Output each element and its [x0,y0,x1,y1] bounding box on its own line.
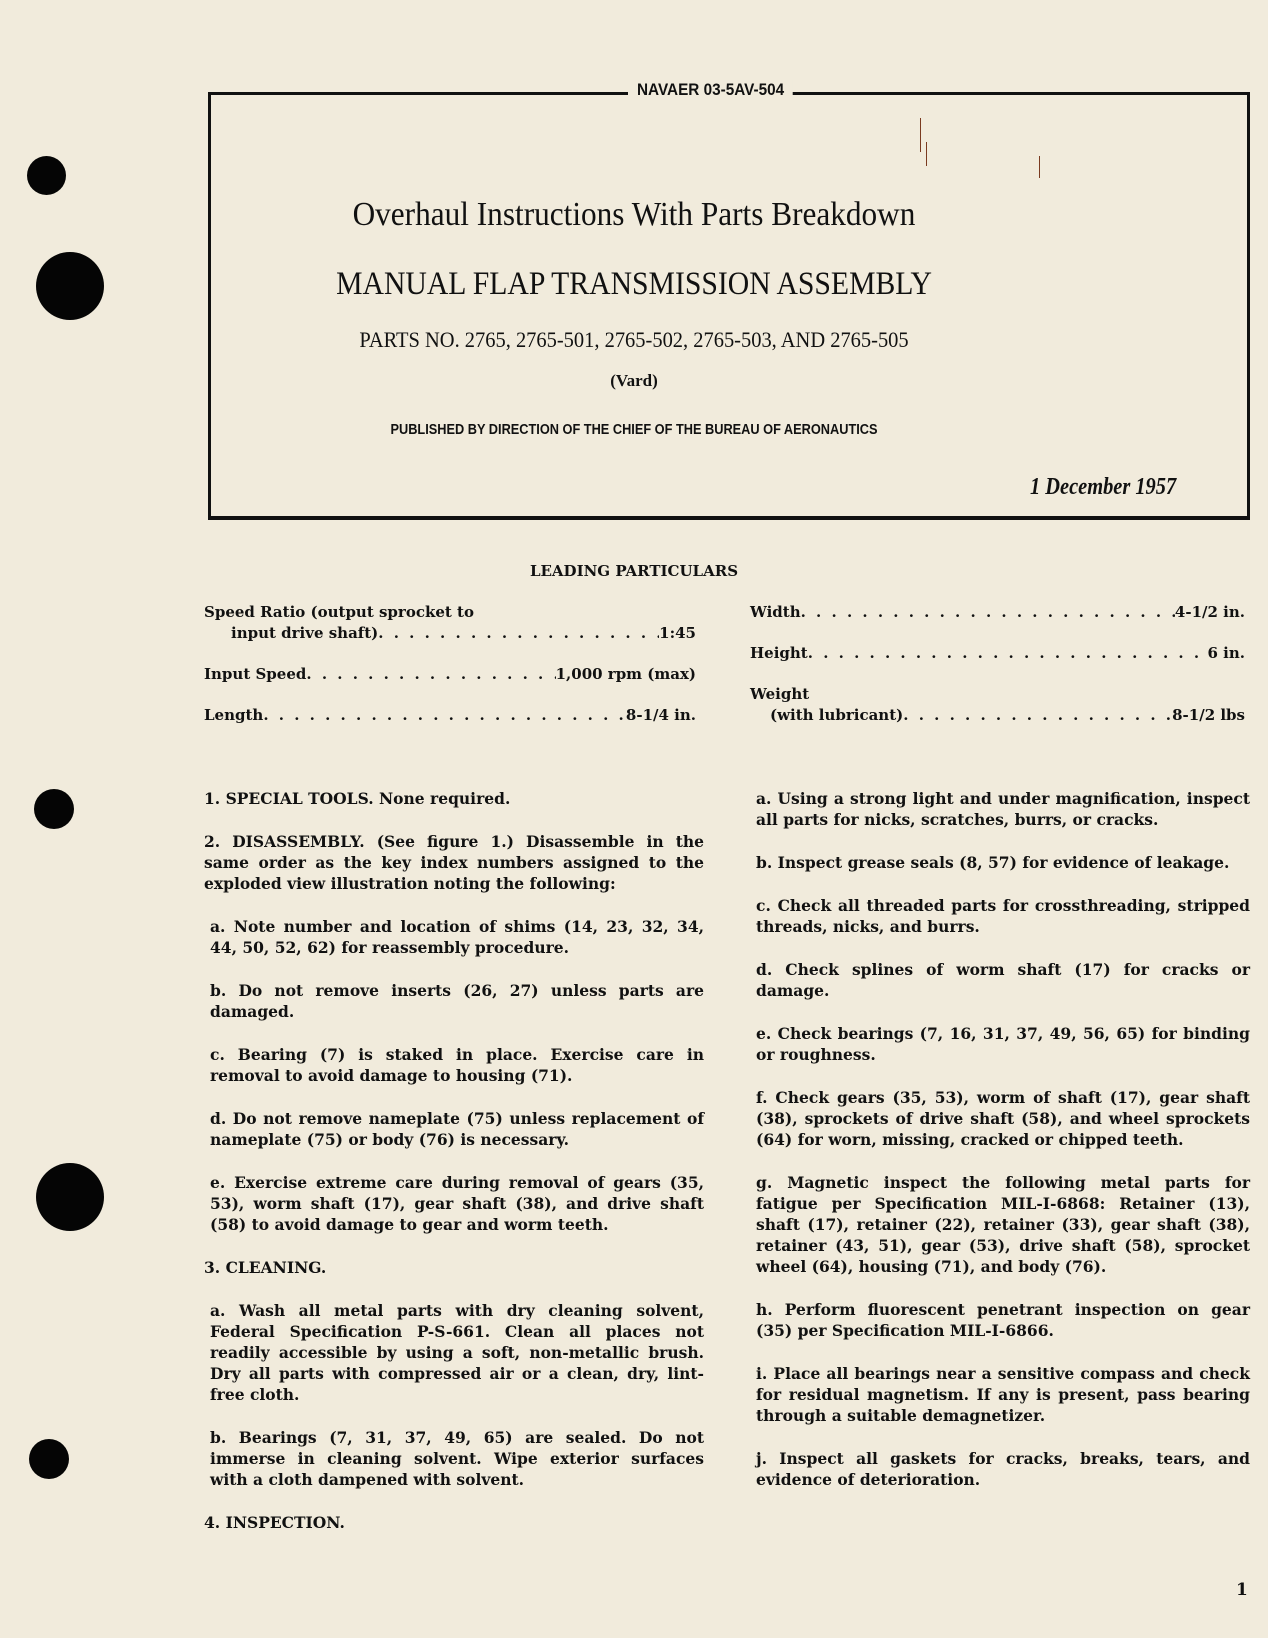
part-numbers: PARTS NO. 2765, 2765-501, 2765-502, 2765-503, AND 2765-505 [359,327,909,352]
inspection-item-c: c. Check all threaded parts for crossthreading, stripped threads, nicks, and burrs. [756,896,1250,936]
binder-hole-5 [29,1439,69,1479]
spec-label: Weight [750,685,810,703]
spec-value: 1,000 rpm (max) [555,665,696,683]
inspection-item-b: b. Inspect grease seals (8, 57) for evidence of leakage. [756,853,1230,872]
spec-value: 4-1/2 in. [1174,603,1245,621]
title-block-frame [208,92,1250,520]
spec-value: 1:45 [659,624,696,642]
cleaning-item-a: a. Wash all metal parts with dry cleaning solvent, Federal Specification P-S-661. Clean all places not readily accessible by using a soft, non-metallic brush. Dry all parts with compressed air or a clean, dry, lint-free cloth. [210,1301,704,1404]
publisher-line: PUBLISHED BY DIRECTION OF THE CHIEF OF THE BUREAU OF AERONAUTICS [390,422,878,438]
left-column [204,788,704,1555]
spec-label: Width [750,603,801,621]
binder-hole-3 [34,789,74,829]
spec-value: 6 in. [1207,644,1245,662]
spec-label: Height [750,644,808,662]
inspection-item-d: d. Check splines of worm shaft (17) for cracks or damage. [756,960,1250,1000]
inspection-item-i: i. Place all bearings near a sensitive compass and check for residual magnetism. If any is present, pass bearing through a suitable demagnetizer. [756,1364,1250,1425]
manufacturer: (Vard) [610,371,658,390]
particulars-left [204,602,696,726]
section-cleaning-heading: 3. CLEANING. [204,1258,327,1277]
section-inspection-heading: 4. INSPECTION. [204,1513,345,1532]
disassembly-item-a: a. Note number and location of shims (14, 23, 32, 34, 44, 50, 52, 62) for reassembly procedure. [210,917,704,957]
publication-date: 1 December 1957 [1030,474,1177,500]
cleaning-item-b: b. Bearings (7, 31, 37, 49, 65) are sealed. Do not immerse in cleaning solvent. Wipe exterior surfaces with a cloth dampened with solvent. [210,1428,704,1489]
page-number: 1 [1236,1580,1248,1600]
disassembly-item-e: e. Exercise extreme care during removal of gears (35, 53), worm shaft (17), gear shaft (38), and drive shaft (58) to avoid damage to gear and worm teeth. [210,1173,704,1234]
spec-label: (with lubricant) [770,706,904,724]
spec-row-length [204,705,696,726]
leading-particulars-heading: LEADING PARTICULARS [529,562,739,580]
spec-value: 8-1/2 lbs [1172,706,1245,724]
spec-row-height [750,643,1245,664]
disassembly-item-b: b. Do not remove inserts (26, 27) unless parts are damaged. [210,981,704,1021]
disassembly-item-c: c. Bearing (7) is staked in place. Exercise care in removal to avoid damage to housing (71). [210,1045,704,1085]
right-column [750,788,1250,1512]
spec-label: Length [204,706,264,724]
disassembly-item-d: d. Do not remove nameplate (75) unless replacement of nameplate (75) or body (76) is necessary. [210,1109,704,1149]
document-code: NAVAER 03-5AV-504 [628,80,793,100]
inspection-item-f: f. Check gears (35, 53), worm of shaft (17), gear shaft (38), sprockets of drive shaft (58), and wheel sprockets (64) for worn, missing, cracked or chipped teeth. [756,1088,1250,1149]
inspection-item-g: g. Magnetic inspect the following metal parts for fatigue per Specification MIL-I-6868: Retainer (13), shaft (17), retainer (22), retainer (33), gear shaft (38), retainer (43, 51), gear (53), drive shaft (58), sprocket wheel (64), housing (71), and body (76). [756,1173,1250,1276]
inspection-item-h: h. Perform fluorescent penetrant inspection on gear (35) per Specification MIL-I-6866. [756,1300,1250,1340]
binder-hole-1 [27,156,66,195]
spec-row-speed-ratio [204,623,696,644]
binder-hole-4 [36,1163,104,1231]
spec-row-weight [750,705,1245,726]
spec-row-width [750,602,1245,623]
inspection-item-e: e. Check bearings (7, 16, 31, 37, 49, 56, 65) for binding or roughness. [756,1024,1250,1064]
inspection-item-a: a. Using a strong light and under magnification, inspect all parts for nicks, scratches, burrs, or cracks. [756,789,1250,829]
document-subject: MANUAL FLAP TRANSMISSION ASSEMBLY [336,266,932,302]
spec-label: Input Speed [204,665,307,683]
section-disassembly-intro: 2. DISASSEMBLY. (See figure 1.) Disassemble in the same order as the key index numbers assigned to the exploded view illustration noting the following: [204,832,704,893]
document-title: Overhaul Instructions With Parts Breakdown [352,196,916,233]
spec-label: Speed Ratio (output sprocket to [204,603,474,621]
spec-value: 8-1/4 in. [625,706,696,724]
particulars-right [750,602,1245,726]
section-special-tools: 1. SPECIAL TOOLS. None required. [204,789,511,808]
spec-row-input-speed [204,664,696,685]
inspection-item-j: j. Inspect all gaskets for cracks, breaks, tears, and evidence of deterioration. [756,1449,1250,1489]
spec-label: input drive shaft) [231,624,379,642]
